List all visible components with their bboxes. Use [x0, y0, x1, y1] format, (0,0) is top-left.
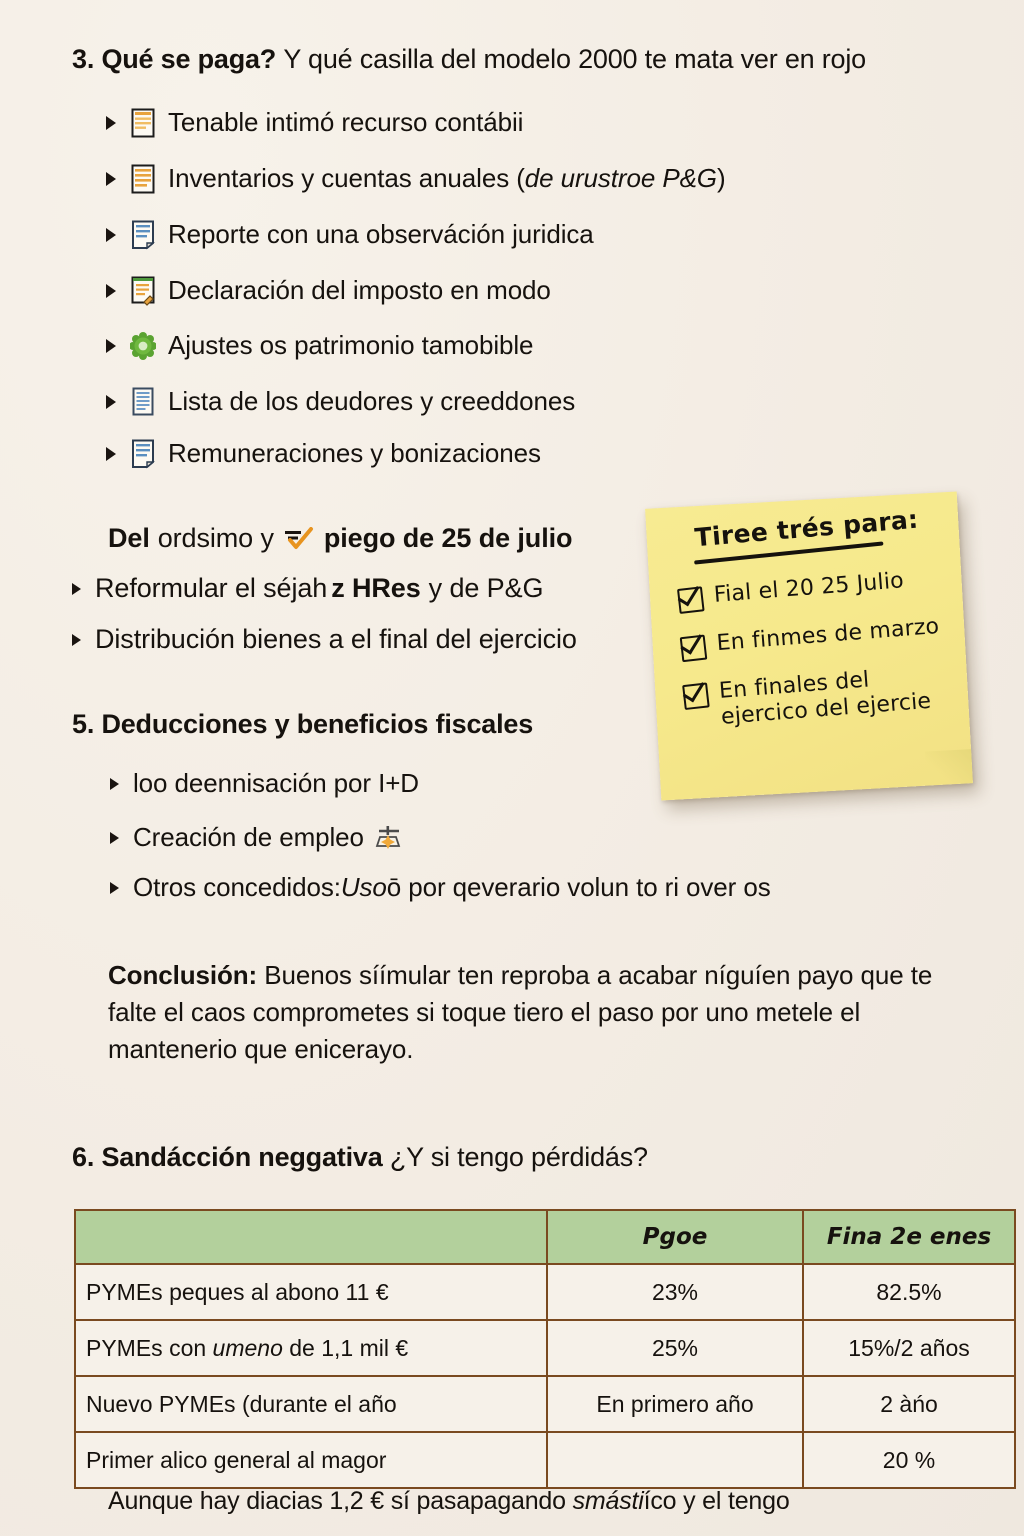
bullet-triangle-icon [106, 172, 116, 186]
mid-bullet-1-bold: z HRes [331, 573, 421, 603]
bullet-triangle-icon [110, 778, 119, 790]
table-cell-label: Nuevo PYMEs (durante el año [75, 1376, 547, 1432]
conclusion-paragraph [108, 957, 948, 1068]
list-item [106, 163, 726, 194]
sticky-note-title: Tiree trés para: [693, 504, 920, 553]
document-edit-icon [130, 276, 156, 306]
list-item-label: Remuneraciones y bonizaciones [168, 438, 541, 468]
table-row [75, 1432, 1015, 1488]
section-5-title: Deducciones y beneficios fiscales [101, 709, 534, 739]
document-blue-icon [130, 439, 156, 469]
list-item [110, 872, 771, 903]
table-cell-right: 15%/2 años [803, 1320, 1015, 1376]
list-item-label-pre: Inventarios y cuentas anuales ( [168, 163, 525, 193]
orange-check-icon [284, 527, 314, 551]
list-item [106, 386, 575, 417]
checked-checkbox-icon[interactable] [682, 682, 710, 710]
sticky-note-item [682, 663, 932, 734]
list-item-label-italic: Uso [340, 872, 387, 902]
green-gear-icon [130, 331, 156, 361]
list-item-label-italic: de urustroe P&G [524, 163, 717, 193]
list-item-label: Creación de empleo [133, 822, 364, 852]
section-6-heading [72, 1142, 648, 1173]
table-header-row [75, 1210, 1015, 1264]
list-item [106, 275, 551, 306]
footer-pre: Aunque hay diacias 1,2 € sí pasapagando [108, 1487, 573, 1515]
sticky-note-item [680, 614, 941, 662]
list-item-label: Reporte con una observáción juridica [168, 219, 594, 249]
document-orange-icon [130, 108, 156, 138]
table-cell-mid [547, 1432, 803, 1488]
footer-post: íco y el tengo [643, 1487, 790, 1515]
table-cell-mid: En primero año [547, 1376, 803, 1432]
section-3-number: 3. [72, 44, 95, 74]
list-item-label-pre: Otros concedidos: [133, 872, 341, 902]
section-6-title-rest: ¿Y si tengo pérdidás? [389, 1142, 648, 1172]
table-row [75, 1320, 1015, 1376]
mid-bullet-2 [72, 624, 577, 655]
table-cell-label: PYMEs peques al abono 11 € [75, 1264, 547, 1320]
mid-lead-bold: Del [108, 523, 150, 553]
list-item-label-post: ō por qeverario volun to ri over os [386, 872, 771, 902]
list-item [110, 768, 419, 799]
table-header-label [75, 1210, 547, 1264]
list-item-label: Tenable intimó recurso contábii [168, 107, 524, 137]
mid-bullet-1-pre: Reformular el séjah [95, 573, 328, 603]
section-3-title-bold: Qué se paga? [101, 44, 277, 74]
list-item [106, 438, 541, 469]
checked-checkbox-icon[interactable] [680, 635, 708, 663]
section-3-title-rest: Y qué casilla del modelo 2000 te mata ver en rojo [283, 44, 866, 74]
section-6-title-bold: Sandácción neggativa [101, 1142, 383, 1172]
checked-checkbox-icon[interactable] [677, 586, 705, 614]
bullet-triangle-icon [110, 832, 119, 844]
rates-table [74, 1209, 1016, 1489]
mid-bullet-1 [72, 573, 543, 604]
table-cell-label: PYMEs con umeno de 1,1 mil € [75, 1320, 547, 1376]
table-row [75, 1376, 1015, 1432]
bullet-triangle-icon [106, 447, 116, 461]
document-blue-icon [130, 220, 156, 250]
mid-bullet-2-label: Distribución bienes a el final del ejercicio [95, 624, 577, 654]
list-item-label: Lista de los deudores y creeddones [168, 386, 576, 416]
list-item-label: Declaración del imposto en modo [168, 275, 551, 305]
conclusion-label: Conclusión: [108, 960, 258, 990]
bullet-triangle-icon [72, 583, 81, 595]
table-cell-right: 2 àńo [803, 1376, 1015, 1432]
conclusion-text: Buenos síímular ten reproba a acabar níguíen payo que te falte el caos comprometes si toque tiero el paso por uno metele el mantenerio que enicerayo. [108, 960, 933, 1064]
document-lines-icon [130, 387, 156, 417]
list-item-label: loo deennisación por I+D [133, 768, 419, 798]
mid-bullet-1-post: y de P&G [428, 573, 544, 603]
table-row [75, 1264, 1015, 1320]
list-item [110, 822, 404, 853]
list-item [106, 107, 523, 138]
section-6-number: 6. [72, 1142, 95, 1172]
section-3-heading [72, 44, 866, 75]
section-5-number: 5. [72, 709, 95, 739]
employment-badge-icon [374, 823, 404, 853]
sticky-note-item-label: En finmes de marzo [715, 614, 941, 657]
section-5-heading [72, 709, 533, 740]
bullet-triangle-icon [106, 395, 116, 409]
mid-lead-rest: ordsimo y [157, 523, 274, 553]
table-header-pgoe: Pgoe [547, 1210, 803, 1264]
mid-lead-line [108, 523, 572, 554]
list-item-label: Ajustes os patrimonio tamobible [168, 330, 534, 360]
table-cell-mid: 25% [547, 1320, 803, 1376]
document-orange-icon [130, 164, 156, 194]
mid-lead-tail: piego de 25 de julio [323, 523, 573, 553]
bullet-triangle-icon [106, 116, 116, 130]
list-item [106, 330, 533, 361]
bullet-triangle-icon [106, 284, 116, 298]
bullet-triangle-icon [106, 228, 116, 242]
bullet-triangle-icon [72, 634, 81, 646]
sticky-note [645, 492, 973, 801]
bullet-triangle-icon [106, 339, 116, 353]
table-cell-label: Primer alico general al magor [75, 1432, 547, 1488]
sticky-note-item-label: En finales del ejercico del ejercie [718, 667, 933, 730]
list-item [106, 219, 594, 250]
sticky-note-item-label: Fial el 20 25 Julio [713, 568, 905, 608]
sticky-note-item [677, 568, 905, 613]
footer-line [108, 1487, 790, 1516]
table-cell-right: 82.5% [803, 1264, 1015, 1320]
table-cell-mid: 23% [547, 1264, 803, 1320]
bullet-triangle-icon [110, 882, 119, 894]
footer-italic: smásti [572, 1487, 644, 1515]
table-cell-right: 20 % [803, 1432, 1015, 1488]
table-header-fina: Fina 2e enes [803, 1210, 1015, 1264]
list-item-label-post: ) [716, 163, 726, 193]
